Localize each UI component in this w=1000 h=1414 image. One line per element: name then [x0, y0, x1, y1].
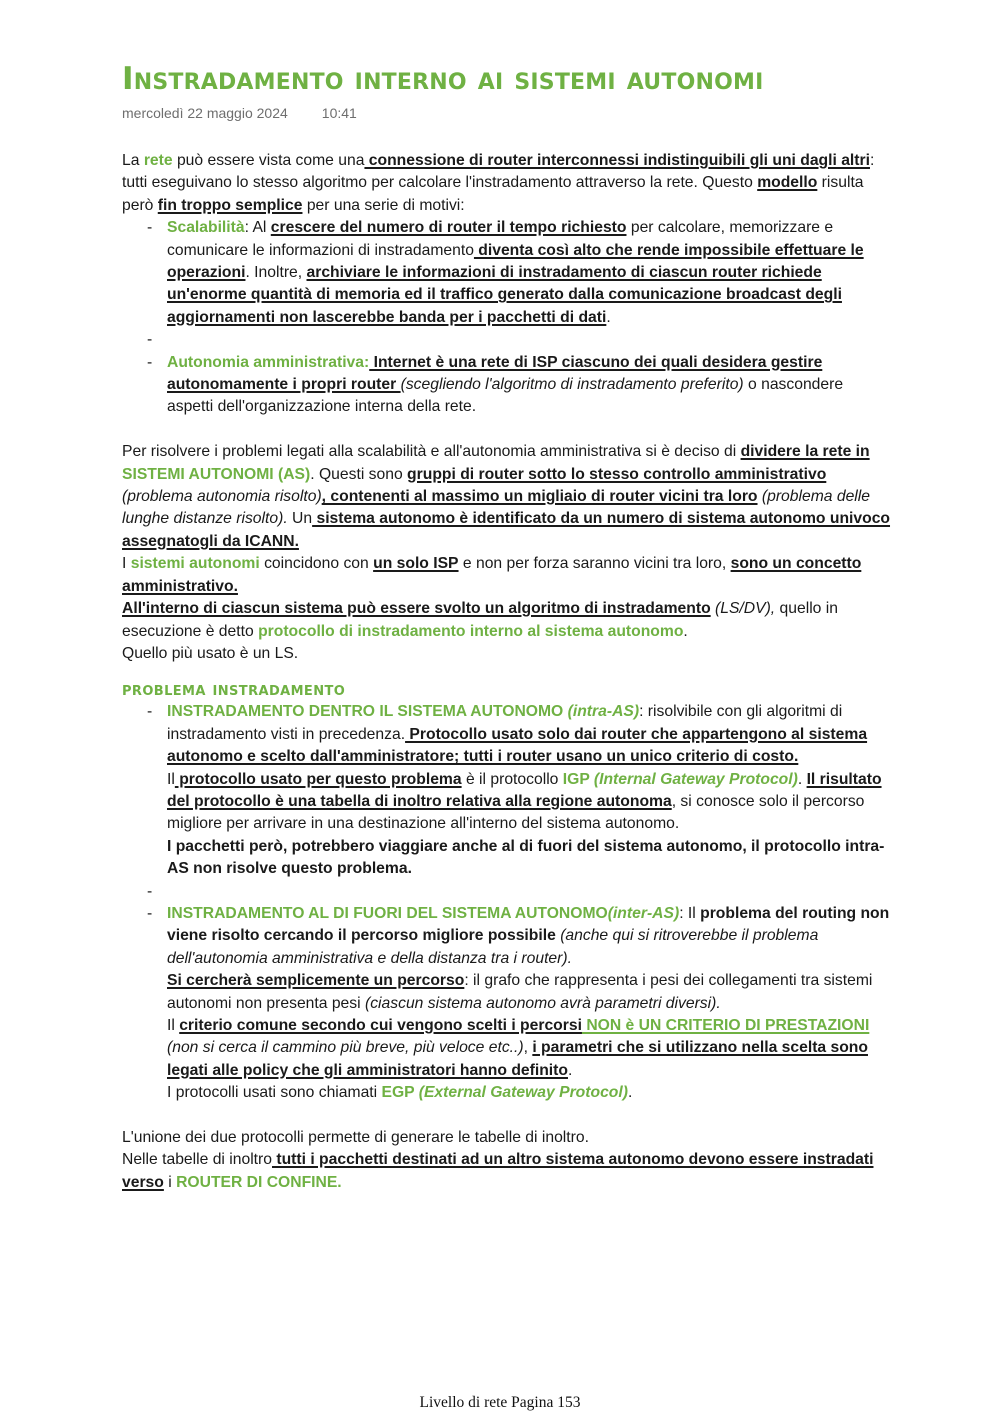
reasons-list: [122, 217, 892, 419]
highlight: (Internal Gateway Protocol): [593, 770, 798, 788]
text: ,: [523, 1039, 533, 1057]
text: I protocolli usati sono chiamati: [167, 1084, 382, 1102]
emphasis: un solo ISP: [373, 555, 459, 573]
highlight: rete: [143, 152, 173, 169]
emphasis: I pacchetti però, potrebbero viaggiare anche al di fuori del sistema autonomo, il protocollo intra-AS non risolve questo problema.: [167, 837, 885, 878]
italic-note: (ciascun sistema autonomo avrà parametri diversi).: [364, 994, 721, 1012]
list-spacer: [167, 329, 892, 351]
text: : il grafo che rappresenta i pesi dei collegamenti tra sistemi autonomi non presenta pesi: [167, 972, 873, 1012]
page-footer: Livello di rete Pagina 153: [419, 1394, 581, 1411]
as-paragraph: [122, 441, 892, 553]
highlight: NON è UN CRITERIO DI PRESTAZIONI: [581, 1016, 870, 1034]
page-title: Instradamento interno ai sistemi autonomi: [122, 61, 764, 97]
highlight: protocollo di instradamento interno al sistema autonomo: [258, 622, 684, 640]
as-ls-line: Quello più usato è un LS.: [122, 644, 299, 662]
text: Il: [167, 770, 175, 788]
note-page: [122, 58, 892, 1194]
list-item-autonomia: [167, 352, 892, 419]
text: La: [122, 152, 144, 169]
text: Per risolvere i problemi legati alla scalabilità e all'autonomia amministrativa si è deciso di: [122, 443, 741, 461]
text: : Il: [679, 904, 701, 922]
emphasis: Il risultato del protocollo è una tabella di inoltro relativa alla regione autonoma: [167, 770, 882, 810]
text: può essere vista come una: [172, 152, 365, 169]
emphasis: i parametri che si utilizzano nella scelta sono legati alle policy che gli amministratori hanno definito: [167, 1039, 868, 1079]
italic-note: (non si cerca il cammino più breve, più veloce etc..): [167, 1039, 524, 1057]
highlight: Scalabilità: [167, 219, 245, 237]
note-time: 10:41: [321, 105, 357, 121]
emphasis: Protocollo usato solo dai router che appartengono al sistema autonomo e scelto dall'amministratore; tutti i router usano un unico criterio di costo.: [167, 725, 868, 766]
text: .: [567, 1061, 573, 1079]
emphasis: modello: [757, 174, 818, 192]
highlight: sistemi autonomi: [130, 555, 260, 573]
highlight: INSTRADAMENTO DENTRO IL SISTEMA AUTONOMO: [167, 703, 568, 721]
highlight: ROUTER DI CONFINE.: [176, 1173, 342, 1191]
emphasis: diventa così alto che rende impossibile effettuare le operazioni: [167, 241, 864, 282]
highlight: (intra-AS): [567, 703, 640, 721]
as-algorithm-line: [122, 598, 892, 643]
emphasis: problema del routing non viene risolto cercando il percorso migliore possibile: [167, 904, 890, 945]
text: per una serie di motivi:: [302, 196, 465, 214]
list-spacer: [167, 881, 892, 903]
italic-note: (anche qui si ritroverebbe il problema dell'autonomia amministrativa e della distanza tra i router).: [167, 927, 819, 967]
italic-note: (problema autonomia risolto): [122, 488, 322, 506]
text: I: [122, 555, 131, 573]
text: per calcolare, memorizzare e comunicare le informazioni di instradamento: [167, 219, 834, 259]
italic-note: (LS/DV),: [715, 600, 776, 618]
note-date: mercoledì 22 maggio 2024: [122, 105, 288, 121]
italic-note: (problema delle lunghe distanze risolto).: [122, 488, 871, 528]
text: : tutti eseguivano lo stesso algoritmo per calcolare l'instradamento attraverso la rete. Questo: [122, 152, 875, 192]
highlight: EGP: [381, 1084, 419, 1102]
text: .: [606, 308, 611, 326]
text: .: [797, 770, 807, 788]
text: , si conosce solo il percorso migliore per arrivare in una destinazione all'interno del sistema autonomo.: [167, 792, 865, 833]
text: i: [163, 1173, 177, 1191]
intro-paragraph: [122, 150, 892, 217]
emphasis: archiviare le informazioni di instradamento di ciascun router richiede un'enorme quantità di memoria ed il traffico generato dalla comunicazione broadcast degli aggiornamenti non lascerebbe banda per i pacchetti di dati: [167, 264, 842, 326]
text: Il: [167, 1016, 180, 1034]
italic-note: (scegliendo l'algoritmo di instradamento preferito): [400, 376, 744, 394]
emphasis: Internet è una rete di ISP ciascuno dei quali desidera gestire autonomamente i propri router: [167, 353, 823, 394]
list-item-inter-as: [167, 903, 892, 1105]
emphasis: criterio comune secondo cui vengono scelti i percorsi: [179, 1016, 582, 1034]
highlight: (External Gateway Protocol): [418, 1084, 628, 1102]
list-item-scalabilita: [167, 217, 892, 329]
text: . Inoltre,: [245, 264, 307, 282]
emphasis: tutti i pacchetti destinati ad un altro sistema autonomo devono essere instradati verso: [122, 1151, 874, 1191]
emphasis: dividere la rete in: [740, 443, 870, 461]
emphasis: connessione di router interconnessi indistinguibili gli uni dagli altri: [364, 152, 870, 169]
highlight: (inter-AS): [607, 904, 680, 922]
emphasis: , contenenti al massimo un migliaio di router vicini tra loro: [321, 488, 758, 506]
list-item-intra-as: [167, 701, 892, 880]
text: Un: [287, 510, 313, 528]
text: Nelle tabelle di inoltro: [122, 1151, 272, 1169]
text: : Al: [244, 219, 271, 237]
section-heading: problema instradamento: [122, 679, 346, 701]
routing-list: [122, 701, 892, 1104]
emphasis: crescere del numero di router il tempo richiesto: [270, 219, 627, 237]
text: : risolvibile con gli algoritmi di instradamento visti in precedenza.: [167, 703, 843, 743]
text: risulta però: [122, 174, 864, 214]
emphasis: protocollo usato per questo problema: [174, 770, 462, 788]
note-meta: [122, 102, 892, 124]
text: o nascondere aspetti dell'organizzazione interna della rete.: [167, 376, 844, 416]
emphasis: sono un concetto amministrativo.: [122, 555, 862, 595]
as-isp-line: [122, 553, 892, 598]
final-line-2: [122, 1149, 892, 1194]
text: è il protocollo: [461, 770, 563, 788]
emphasis: Si cercherà semplicemente un percorso: [167, 972, 465, 990]
text: coincidono con: [259, 555, 374, 573]
emphasis: gruppi di router sotto lo stesso controllo amministrativo: [407, 465, 827, 483]
text: quello in esecuzione è detto: [122, 600, 838, 640]
note-body: [122, 150, 892, 1194]
highlight: Autonomia amministrativa:: [167, 353, 370, 371]
emphasis: fin troppo semplice: [157, 196, 303, 214]
text: .: [627, 1084, 633, 1102]
highlight: INSTRADAMENTO AL DI FUORI DEL SISTEMA AUTONOMO: [167, 904, 608, 922]
emphasis: sistema autonomo è identificato da un numero di sistema autonomo univoco assegnatogli da ICANN.: [122, 510, 891, 550]
text: e non per forza saranno vicini tra loro,: [458, 555, 731, 573]
text: .: [683, 622, 688, 640]
highlight: SISTEMI AUTONOMI (AS): [122, 465, 311, 483]
emphasis: All'interno di ciascun sistema può essere svolto un algoritmo di instradamento: [122, 600, 711, 618]
highlight: IGP: [562, 770, 594, 788]
text: . Questi sono: [310, 465, 408, 483]
final-line-1: L'unione dei due protocolli permette di generare le tabelle di inoltro.: [122, 1129, 589, 1146]
